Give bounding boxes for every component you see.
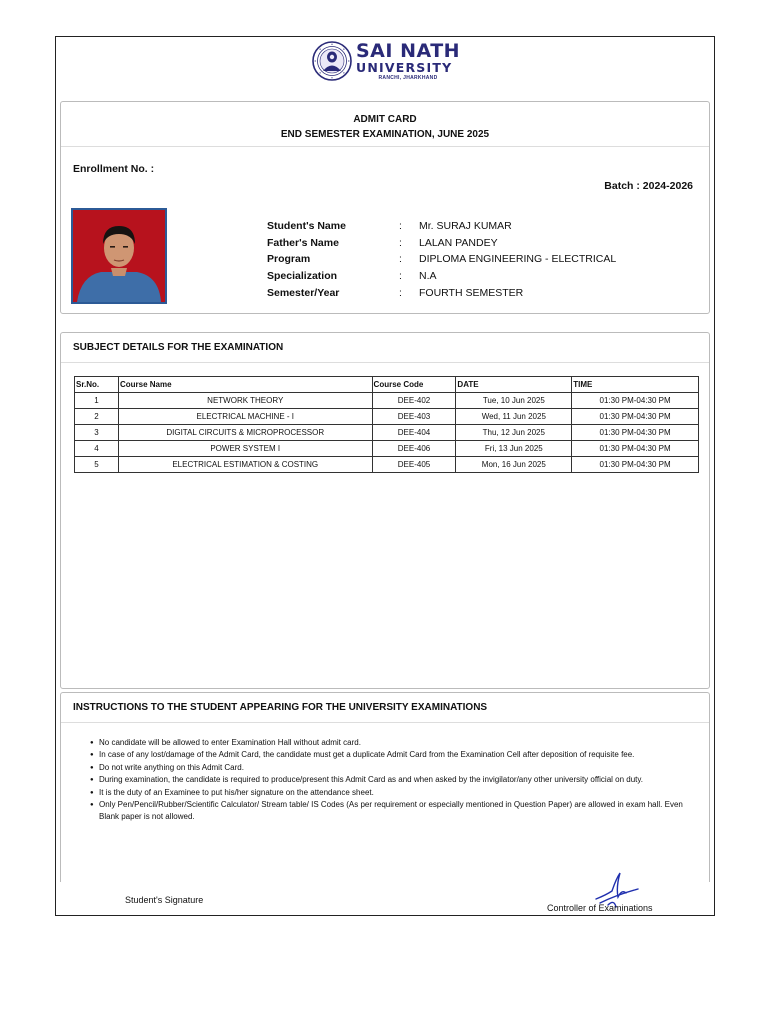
specialization-row (267, 270, 697, 286)
admit-card-panel (60, 101, 710, 314)
specialization-separator: : (399, 270, 402, 282)
cell-course-code: DEE-406 (372, 441, 456, 457)
cell-course-code: DEE-402 (372, 393, 456, 409)
cell-srno: 2 (75, 409, 119, 425)
cell-course-name: POWER SYSTEM I (118, 441, 372, 457)
cell-course-name: DIGITAL CIRCUITS & MICROPROCESSOR (118, 425, 372, 441)
student-name-separator: : (399, 220, 402, 232)
cell-course-code: DEE-403 (372, 409, 456, 425)
col-header-course-code: Course Code (372, 377, 456, 393)
list-item: ● In case of any lost/damage of the Admit Card, the candidate must get a duplicate Admit Card from the Examination Cell after deposition of requisite fee. (91, 749, 691, 761)
subject-details-heading: SUBJECT DETAILS FOR THE EXAMINATION (61, 333, 709, 363)
cell-date: Fri, 13 Jun 2025 (456, 441, 572, 457)
instructions-list (91, 737, 691, 824)
father-name-label: Father's Name (267, 237, 339, 249)
student-name-row (267, 220, 697, 236)
list-item: ● Do not write anything on this Admit Card. (91, 762, 691, 774)
admit-card-title: ADMIT CARD (353, 114, 417, 125)
university-name-line2: UNIVERSITY (356, 60, 453, 75)
cell-course-code: DEE-404 (372, 425, 456, 441)
cell-date: Wed, 11 Jun 2025 (456, 409, 572, 425)
cell-date: Mon, 16 Jun 2025 (456, 457, 572, 473)
cell-course-name: ELECTRICAL MACHINE - I (118, 409, 372, 425)
cell-srno: 5 (75, 457, 119, 473)
cell-course-name: ELECTRICAL ESTIMATION & COSTING (118, 457, 372, 473)
instructions-heading: INSTRUCTIONS TO THE STUDENT APPEARING FOR THE UNIVERSITY EXAMINATIONS (61, 693, 709, 723)
admit-card-header (61, 102, 709, 147)
col-header-date: DATE (456, 377, 572, 393)
cell-date: Tue, 10 Jun 2025 (456, 393, 572, 409)
table-row (75, 425, 699, 441)
subject-details-panel (60, 332, 710, 689)
col-header-time: TIME (572, 377, 699, 393)
col-header-course-name: Course Name (118, 377, 372, 393)
student-photo (71, 208, 167, 304)
cell-srno: 4 (75, 441, 119, 457)
university-logo (312, 41, 464, 81)
student-name-label: Student's Name (267, 220, 346, 232)
specialization-label: Specialization (267, 270, 338, 282)
list-item: ● Only Pen/Pencil/Rubber/Scientific Calculator/ Stream table/ IS Codes (As per requirement or especially mentioned in Question Paper) are allowed in exam hall. Even Blank paper is not allowed. (91, 799, 691, 824)
admit-card-sheet (55, 36, 715, 916)
list-item: ● During examination, the candidate is required to produce/present this Admit Card as and when asked by the invigilator/any other university official on duty. (91, 774, 691, 786)
list-item: ● It is the duty of an Examinee to put his/her signature on the attendance sheet. (91, 787, 691, 799)
semester-separator: : (399, 287, 402, 299)
father-name-row (267, 237, 697, 253)
program-separator: : (399, 253, 402, 265)
cell-course-code: DEE-405 (372, 457, 456, 473)
batch-label: Batch : 2024-2026 (604, 180, 693, 192)
table-row (75, 441, 699, 457)
subject-table-header (75, 377, 699, 393)
cell-time: 01:30 PM-04:30 PM (572, 425, 699, 441)
student-signature-label: Student's Signature (125, 895, 204, 905)
table-row (75, 409, 699, 425)
table-row (75, 457, 699, 473)
cell-time: 01:30 PM-04:30 PM (572, 457, 699, 473)
specialization-value: N.A (419, 270, 437, 282)
university-seal-icon (312, 41, 352, 81)
student-name-value: Mr. SURAJ KUMAR (419, 220, 512, 232)
cell-srno: 1 (75, 393, 119, 409)
semester-label: Semester/Year (267, 287, 340, 299)
col-header-srno: Sr.No. (75, 377, 119, 393)
cell-course-name: NETWORK THEORY (118, 393, 372, 409)
semester-row (267, 287, 697, 303)
student-photo-image (73, 210, 165, 302)
subject-table (74, 376, 699, 473)
program-label: Program (267, 253, 311, 265)
exam-title: END SEMESTER EXAMINATION, JUNE 2025 (280, 129, 490, 140)
enrollment-label: Enrollment No. : (73, 163, 155, 175)
controller-signature-label: Controller of Examinations (547, 903, 653, 913)
semester-value: FOURTH SEMESTER (419, 287, 524, 299)
cell-time: 01:30 PM-04:30 PM (572, 409, 699, 425)
instructions-panel (60, 692, 710, 882)
father-name-separator: : (399, 237, 402, 249)
cell-date: Thu, 12 Jun 2025 (456, 425, 572, 441)
university-location: RANCHI, JHARKHAND (378, 75, 438, 81)
university-name-line1: SAI NATH (356, 40, 461, 62)
cell-time: 01:30 PM-04:30 PM (572, 393, 699, 409)
cell-srno: 3 (75, 425, 119, 441)
list-item: ● No candidate will be allowed to enter Examination Hall without admit card. (91, 737, 691, 749)
program-row (267, 253, 697, 269)
father-name-value: LALAN PANDEY (419, 237, 498, 249)
table-row (75, 393, 699, 409)
cell-time: 01:30 PM-04:30 PM (572, 441, 699, 457)
university-wordmark (356, 42, 466, 81)
program-value: DIPLOMA ENGINEERING - ELECTRICAL (419, 253, 617, 265)
